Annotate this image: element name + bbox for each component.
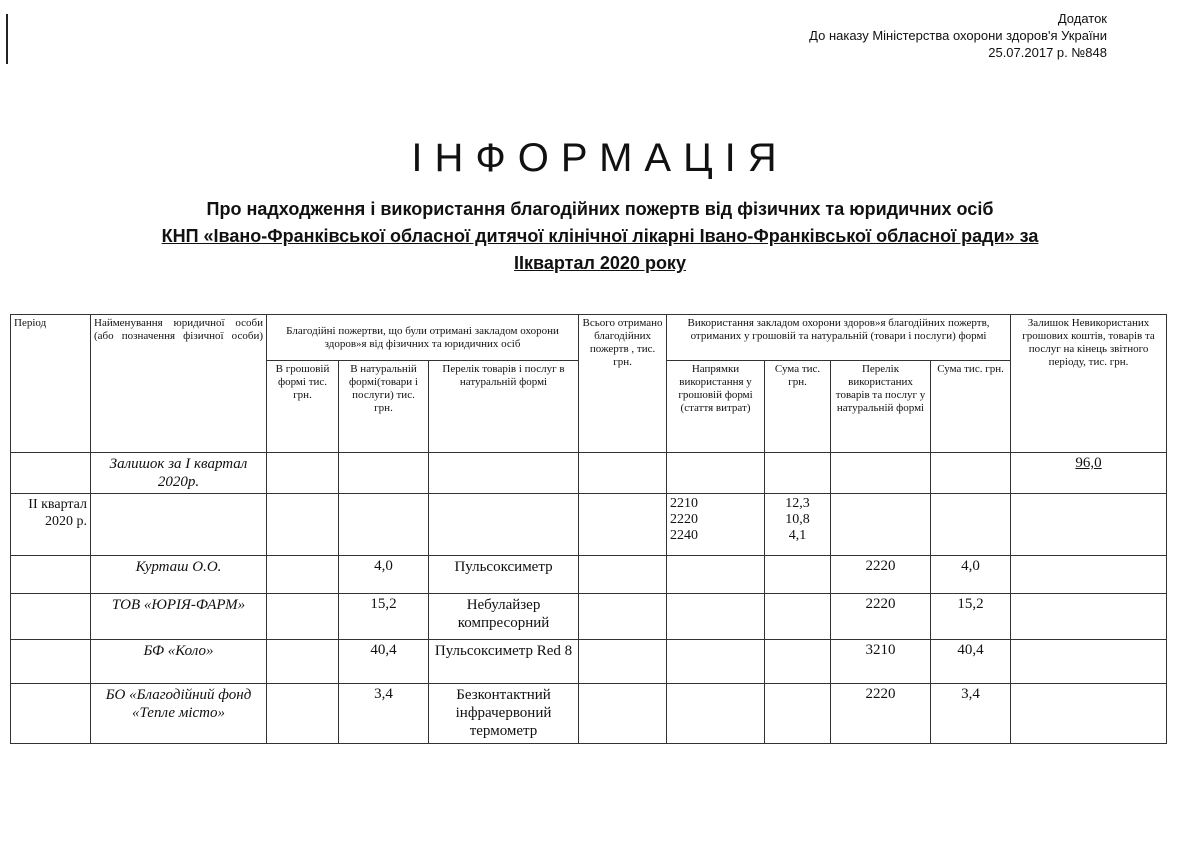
header-donations-group: Благодійні пожертви, що були отримані закладом охорони здоров»я від фізичних та юридичних осіб bbox=[267, 315, 579, 361]
header-use-directions: Напрямки використання у грошовій формі (стаття витрат) bbox=[667, 361, 765, 453]
used-code: 2220 bbox=[831, 556, 931, 594]
donor-name: ТОВ «ЮРІЯ-ФАРМ» bbox=[91, 594, 267, 640]
document-title: ІНФОРМАЦІЯ bbox=[411, 136, 789, 180]
used-code: 2220 bbox=[831, 594, 931, 640]
used-sum: 15,2 bbox=[931, 594, 1011, 640]
table-row bbox=[11, 594, 1167, 640]
used-code: 3210 bbox=[831, 640, 931, 684]
in-kind-value: 4,0 bbox=[339, 556, 429, 594]
addendum-line-3: 25.07.2017 р. №848 bbox=[988, 45, 1107, 60]
quarter-expense-sums bbox=[765, 494, 831, 556]
used-sum: 4,0 bbox=[931, 556, 1011, 594]
goods-item: Пульсоксиметр bbox=[429, 556, 579, 594]
header-cash: В грошовій формі тис. грн. bbox=[267, 361, 339, 453]
header-balance: Залишок Невикористаних грошових коштів, товарів та послуг на кінець звітного періоду, тис. грн. bbox=[1011, 315, 1167, 453]
opening-balance-row bbox=[11, 453, 1167, 494]
in-kind-value: 15,2 bbox=[339, 594, 429, 640]
quarter-row bbox=[11, 494, 1167, 556]
header-total: Всього отримано благодійних пожертв , тис. грн. bbox=[579, 315, 667, 453]
header-sum-1: Сума тис. грн. bbox=[765, 361, 831, 453]
header-name: Найменування юридичної особи (або позначення фізичної особи) bbox=[91, 315, 267, 453]
donations-table bbox=[10, 314, 1167, 744]
document-subtitle bbox=[0, 196, 1200, 277]
donor-name: БО «Благодійний фонд «Тепле місто» bbox=[91, 684, 267, 744]
subtitle-line-1: Про надходження і використання благодійних пожертв від фізичних та юридичних осіб bbox=[206, 199, 994, 219]
expense-code: 2220 bbox=[670, 512, 699, 527]
addendum-note bbox=[809, 10, 1107, 61]
expense-sum: 12,3 bbox=[785, 496, 810, 511]
table-row bbox=[11, 556, 1167, 594]
table-row bbox=[11, 640, 1167, 684]
in-kind-value: 40,4 bbox=[339, 640, 429, 684]
opening-balance-value: 96,0 bbox=[1011, 453, 1167, 494]
expense-sum: 10,8 bbox=[785, 512, 810, 527]
expense-sum: 4,1 bbox=[788, 528, 807, 543]
quarter-period: ІІ квартал 2020 р. bbox=[11, 494, 91, 556]
subtitle-line-3: ІІквартал 2020 року bbox=[514, 253, 686, 273]
opening-balance-label: Залишок за І квартал 2020р. bbox=[91, 453, 267, 494]
table-row bbox=[11, 684, 1167, 744]
goods-item: Пульсоксиметр Red 8 bbox=[429, 640, 579, 684]
header-period: Період bbox=[11, 315, 91, 453]
quarter-expense-codes bbox=[667, 494, 765, 556]
scan-edge-mark bbox=[6, 14, 8, 64]
subtitle-line-2: КНП «Івано-Франківської обласної дитячої клінічної лікарні Івано-Франківської обласної ради» за bbox=[161, 226, 1039, 246]
donor-name: Курташ О.О. bbox=[91, 556, 267, 594]
addendum-line-2: До наказу Міністерства охорони здоров'я України bbox=[809, 28, 1107, 43]
header-in-kind: В натуральній формі(товари і послуги) тис. грн. bbox=[339, 361, 429, 453]
addendum-line-1: Додаток bbox=[1057, 11, 1107, 26]
expense-code: 2210 bbox=[670, 496, 699, 511]
header-usage-group: Використання закладом охорони здоров»я благодійних пожертв, отриманих у грошовій та натуральній (товари і послуги) формі bbox=[667, 315, 1011, 361]
in-kind-value: 3,4 bbox=[339, 684, 429, 744]
used-sum: 3,4 bbox=[931, 684, 1011, 744]
goods-item: Небулайзер компресорний bbox=[429, 594, 579, 640]
header-sum-2: Сума тис. грн. bbox=[931, 361, 1011, 453]
used-code: 2220 bbox=[831, 684, 931, 744]
used-sum: 40,4 bbox=[931, 640, 1011, 684]
header-used-list: Перелік використаних товарів та послуг у натуральній формі bbox=[831, 361, 931, 453]
header-row-1 bbox=[11, 315, 1167, 361]
donor-name: БФ «Коло» bbox=[91, 640, 267, 684]
header-goods-list: Перелік товарів і послуг в натуральній формі bbox=[429, 361, 579, 453]
expense-code: 2240 bbox=[670, 528, 699, 543]
goods-item: Безконтактний інфрачервоний термометр bbox=[429, 684, 579, 744]
